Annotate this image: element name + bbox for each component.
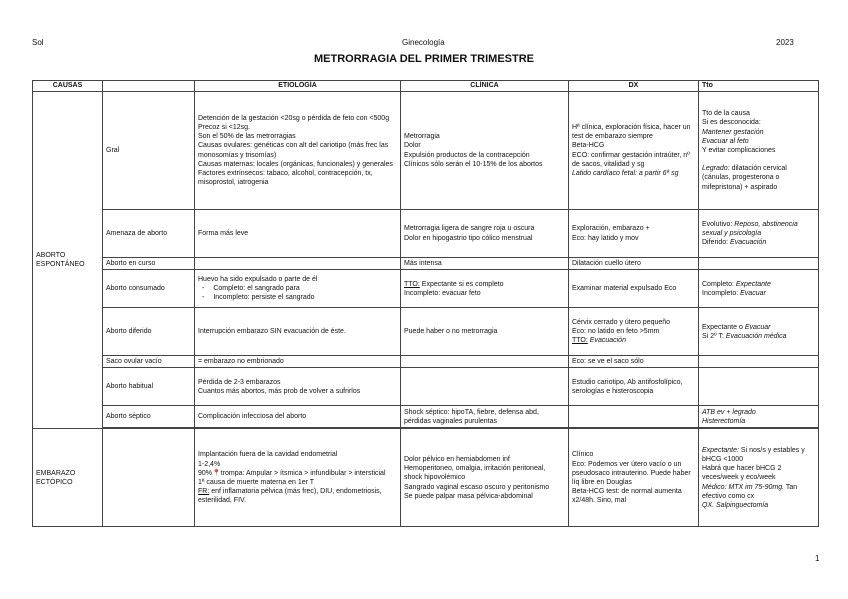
col-header-etiologia: ETIOLOGÍA [195, 81, 401, 92]
table-row [33, 258, 819, 270]
row-label-consumado: Aborto consumado [103, 270, 195, 308]
septico-clinica: Shock séptico: hipoTA, fiebre, defensa abd, pérdidas vaginales purulentas [401, 406, 569, 428]
table-row [33, 92, 819, 210]
group-aborto-espontaneo: ABORTO ESPONTÁNEO [33, 92, 103, 429]
group-embarazo-ectopico: EMBARAZO ECTÓPICO [33, 429, 103, 527]
year-label: 2023 [776, 38, 794, 47]
saco-clinica [401, 356, 569, 368]
habitual-dx: Estudio cariotipo, Ab antifosfolípico, serologías e histeroscopia [569, 368, 699, 406]
page-number: 1 [815, 554, 820, 563]
ectopico-etiologia: Implantación fuera de la cavidad endometrial 1-2,4% 90%📍trompa: Ampular > ítsmica > infundibular > intersticial 1ª causa de muerte materna en 1er T FR: enf inflamatoria pélvica (más frec), DIU, endometriosis, esterilidad, FIV. [195, 429, 401, 527]
table-row [33, 210, 819, 258]
row-label-gral: Gral [103, 92, 195, 210]
row-label-diferido: Aborto diferido [103, 308, 195, 356]
amenaza-etiologia: Forma más leve [195, 210, 401, 258]
habitual-etiologia: Pérdida de 2-3 embarazos Cuantos más abortos, más prob de volver a sufrirlos [195, 368, 401, 406]
metrorragia-table [32, 80, 819, 527]
amenaza-clinica: Metrorragia ligera de sangre roja u oscura Dolor en hipogastrio tipo cólico menstrual [401, 210, 569, 258]
gral-dx: Hª clínica, exploración física, hacer un test de embarazo siempre Beta-HCG ECO: confirmar gestación intraúter, nº de sacos, vitalidad y sg Latido cardíaco fetal: a partir 6ª sg [569, 92, 699, 210]
consumado-dx: Examinar material expulsado Eco [569, 270, 699, 308]
ectopico-tto: Expectante: Si nos/s y estables y bHCG <1000 Habrá que hacer bHCG 2 veces/week y eco/week Médico: MTX im 75-90mg. Tan efectivo como cx QX. Salpinguectomía [699, 429, 819, 527]
gral-tto: Tto de la causa Si es desconocida: Mantener gestación Evacuar al feto Y evitar complicaciones Legrado: dilatación cervical (cánulas, progesterona o mifepristona) + aspirado [699, 92, 819, 210]
diferido-clinica: Puede haber o no metrorragia [401, 308, 569, 356]
amenaza-dx: Exploración, embarazo + Eco: hay latido y mov [569, 210, 699, 258]
septico-etiologia: Complicación infecciosa del aborto [195, 406, 401, 428]
author-label: Sol [32, 38, 44, 47]
septico-dx [569, 406, 699, 428]
page-title: METRORRAGIA DEL PRIMER TRIMESTRE [313, 53, 534, 65]
amenaza-tto: Evolutivo: Reposo, abstinencia sexual y psicología Diferido: Evacuación [699, 210, 819, 258]
gral-clinica: Metrorragia Dolor Expulsión productos de la contracepción Clínicos sólo serán el 10-15% de los abortos [401, 92, 569, 210]
col-header-blank [103, 81, 195, 92]
table-row [33, 368, 819, 406]
consumado-tto: Completo: Expectante Incompleto: Evacuar [699, 270, 819, 308]
subject-label: Ginecología [402, 38, 445, 47]
septico-tto: ATB ev + legrado Histerectomía [699, 406, 819, 428]
consumado-etiologia: Huevo ha sido expulsado o parte de él - Completo: el sangrado para - Incompleto: persiste el sangrado [195, 270, 401, 308]
consumado-clinica: TTO: Expectante si es completo Incompleto: evacuar feto [401, 270, 569, 308]
curso-etiologia [195, 258, 401, 270]
diferido-dx: Cérvix cerrado y útero pequeño Eco: no latido en feto >5mm TTO: Evacuación [569, 308, 699, 356]
row-label-habitual: Aborto habitual [103, 368, 195, 406]
col-header-dx: DX [569, 81, 699, 92]
table-row [33, 406, 819, 428]
saco-etiologia: = embarazo no embrionado [195, 356, 401, 368]
curso-clinica: Más intensa [401, 258, 569, 270]
ectopico-dx: Clínico Eco: Podemos ver útero vacío o un pseudosaco intrauterino. Puede haber líq libre en Douglas Beta-HCG test: de normal aumenta x2/48h. Sino, mal [569, 429, 699, 527]
table-header-row [33, 81, 819, 92]
curso-tto [699, 258, 819, 270]
ectopico-clinica: Dolor pélvico en hemiabdomen inf Hemoperitoneo, omalgia, irritación peritoneal, shock hipovolémico Sangrado vaginal escaso oscuro y peritonismo Se puede palpar masa pélvica-abdominal [401, 429, 569, 527]
col-header-clinica: CLÍNICA [401, 81, 569, 92]
col-header-causas: CAUSAS [33, 81, 103, 92]
col-header-tto: Tto [699, 81, 819, 92]
diferido-tto: Expectante o Evacuar Si 2º T: Evacuación médica [699, 308, 819, 356]
habitual-tto [699, 368, 819, 406]
row-label-septico: Aborto séptico [103, 406, 195, 428]
table-row [33, 356, 819, 368]
saco-dx: Eco: se ve el saco sólo [569, 356, 699, 368]
habitual-clinica [401, 368, 569, 406]
row-label-saco: Saco ovular vacío [103, 356, 195, 368]
row-label-amenaza: Amenaza de aborto [103, 210, 195, 258]
table-row [33, 270, 819, 308]
gral-etiologia: Detención de la gestación <20sg o pérdida de feto con <500g Precoz si <12sg. Son el 50% de las metrorragias Causas ovulares: genéticas con alt del cariotipo (más frec las monosomías y trisomías) Causas maternas: locales (orgánicas, funcionales) y generales Factores extrínsecos: tabaco, alcohol, contracepción, tx, misoprostol, iatrogenia [195, 92, 401, 210]
diferido-etiologia: Interrupción embarazo SIN evacuación de éste. [195, 308, 401, 356]
table-row [33, 308, 819, 356]
ectopico-blank [103, 429, 195, 527]
row-label-curso: Aborto en curso [103, 258, 195, 270]
saco-tto [699, 356, 819, 368]
table-row [33, 429, 819, 527]
curso-dx: Dilatación cuello útero [569, 258, 699, 270]
